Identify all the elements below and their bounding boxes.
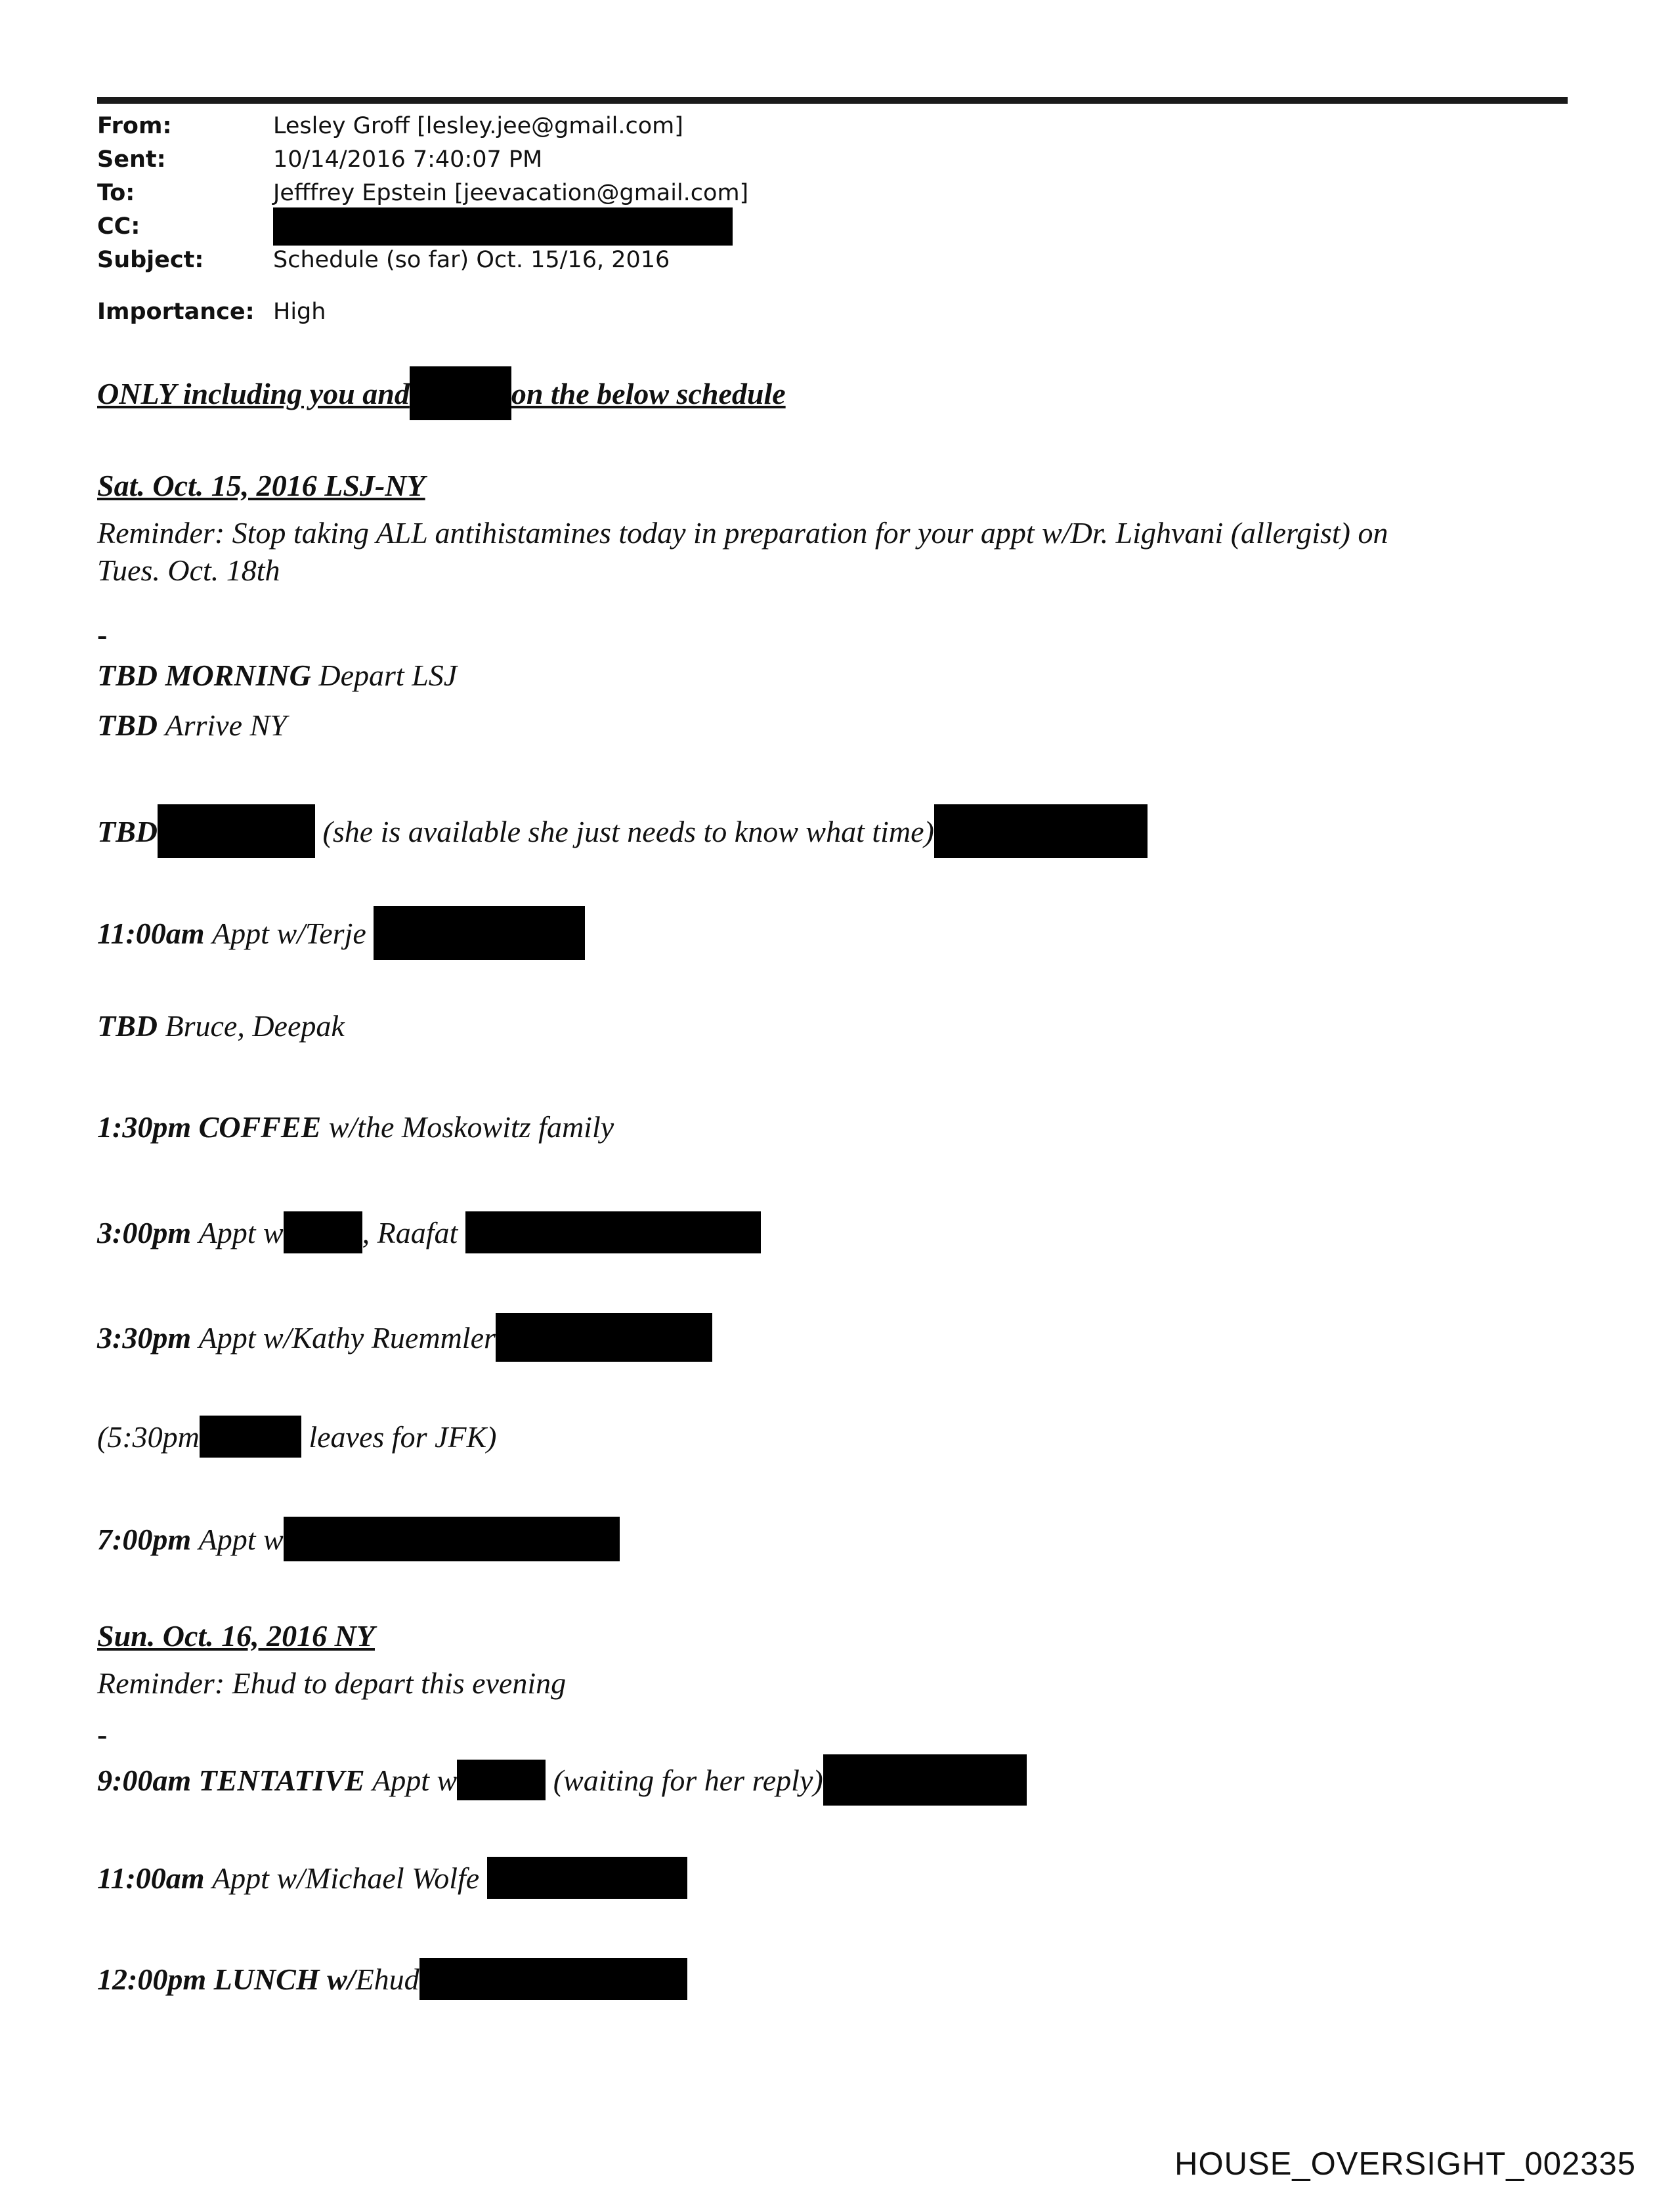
schedule-item: [97, 1416, 497, 1458]
importance-row: Importance: High: [97, 298, 326, 325]
subject-row: Subject: Schedule (so far) Oct. 15/16, 2016: [97, 246, 670, 273]
to-label: To: [97, 179, 126, 206]
item-text-2: , Raafat: [362, 1215, 458, 1249]
to-row: To: Jefffrey Epstein [jeevacation@gmail.com]: [97, 179, 749, 206]
from-value: Lesley Groff [lesley.jee@gmail.com]: [273, 112, 683, 139]
schedule-item: [97, 658, 457, 693]
item-text-2: leaves for JFK): [309, 1420, 497, 1454]
redaction-box: [200, 1416, 301, 1458]
item-time: 3:00pm: [97, 1215, 192, 1249]
email-header: [97, 109, 748, 328]
item-time: 7:00pm: [97, 1522, 192, 1556]
intro-line: [97, 366, 786, 420]
day1-dash: -: [97, 618, 108, 651]
item-time: 9:00am TENTATIVE: [97, 1763, 365, 1797]
item-text: Bruce, Deepak: [165, 1009, 345, 1043]
item-time: TBD: [97, 1009, 158, 1043]
redaction-box: [374, 906, 585, 960]
day1-heading: Sat. Oct. 15, 2016 LSJ-NY: [97, 469, 425, 502]
day1-reminder-line2: Tues. Oct. 18th: [97, 553, 280, 587]
schedule-item: [97, 1211, 761, 1253]
redaction-box: [934, 804, 1148, 858]
item-text: Appt w/Kathy Ruemmler: [198, 1320, 496, 1355]
bates-number: HOUSE_OVERSIGHT_002335: [1174, 2146, 1636, 2182]
importance-value: High: [273, 298, 326, 325]
item-time: 3:30pm: [97, 1320, 192, 1355]
item-time: 11:00am: [97, 1861, 205, 1895]
schedule-item: [97, 708, 287, 743]
schedule-item: [97, 906, 585, 960]
item-text: Appt w/Terje: [212, 916, 366, 950]
item-text: Appt w: [198, 1215, 284, 1249]
item-text: (she is available she just needs to know what time): [322, 814, 934, 848]
item-time: TBD: [97, 708, 158, 742]
item-time: TBD: [97, 814, 158, 848]
from-row: From: Lesley Groff [lesley.jee@gmail.com]: [97, 112, 683, 139]
item-text: (5:30pm: [97, 1420, 200, 1454]
redaction-box: [487, 1857, 687, 1899]
item-text: Appt w/Michael Wolfe: [212, 1861, 480, 1895]
sent-label: Sent: [97, 146, 157, 173]
schedule-item: [97, 1517, 620, 1561]
item-text: Appt w: [372, 1763, 458, 1797]
item-text: Arrive NY: [165, 708, 287, 742]
item-text: Depart LSJ: [318, 659, 458, 692]
sent-row: Sent: 10/14/2016 7:40:07 PM: [97, 146, 543, 173]
redaction-box: [823, 1754, 1027, 1806]
day2-dash: -: [97, 1718, 108, 1751]
redaction-box: [410, 366, 511, 420]
schedule-item: [97, 1313, 712, 1362]
item-text-2: (waiting for her reply): [553, 1763, 823, 1797]
redaction-box: [457, 1760, 546, 1800]
redaction-box: [158, 804, 315, 858]
schedule-item: [97, 1754, 1027, 1806]
item-text: Ehud: [355, 1962, 419, 1996]
cc-row: CC:: [97, 209, 748, 243]
item-text: w/the Moskowitz family: [328, 1110, 614, 1144]
subject-value: Schedule (so far) Oct. 15/16, 2016: [273, 246, 670, 273]
item-time: 12:00pm LUNCH w/: [97, 1962, 356, 1996]
redaction-box: [419, 1958, 687, 2000]
subject-label: Subject: [97, 246, 195, 273]
day2-heading: Sun. Oct. 16, 2016 NY: [97, 1619, 375, 1653]
cc-label: CC: [97, 213, 131, 240]
intro-text-2: on the below schedule: [511, 376, 786, 410]
item-time: TBD MORNING: [97, 659, 311, 692]
item-time: 1:30pm COFFEE: [97, 1110, 322, 1144]
sent-value: 10/14/2016 7:40:07 PM: [273, 146, 543, 173]
schedule-item: [97, 804, 1148, 858]
importance-label: Importance: [97, 298, 246, 325]
item-time: 11:00am: [97, 916, 205, 950]
from-label: From: [97, 112, 163, 139]
redaction-box: [465, 1211, 761, 1253]
item-text: Appt w: [198, 1522, 284, 1556]
redaction-box: [284, 1211, 362, 1253]
day1-reminder-line1: Reminder: Stop taking ALL antihistamines today in preparation for your appt w/Dr. Lighvani (allergist) on: [97, 516, 1388, 550]
redaction-box: [496, 1313, 712, 1362]
day2-reminder: Reminder: Ehud to depart this evening: [97, 1666, 567, 1700]
schedule-item: [97, 1110, 614, 1144]
schedule-item: [97, 1008, 345, 1043]
intro-text-1: ONLY including you and: [97, 376, 410, 410]
to-value: Jefffrey Epstein [jeevacation@gmail.com]: [273, 179, 749, 206]
header-rule: [97, 97, 1568, 104]
redaction-box: [284, 1517, 620, 1561]
schedule-item: [97, 1857, 687, 1899]
schedule-item: [97, 1958, 687, 2000]
redaction-box: [273, 207, 733, 246]
